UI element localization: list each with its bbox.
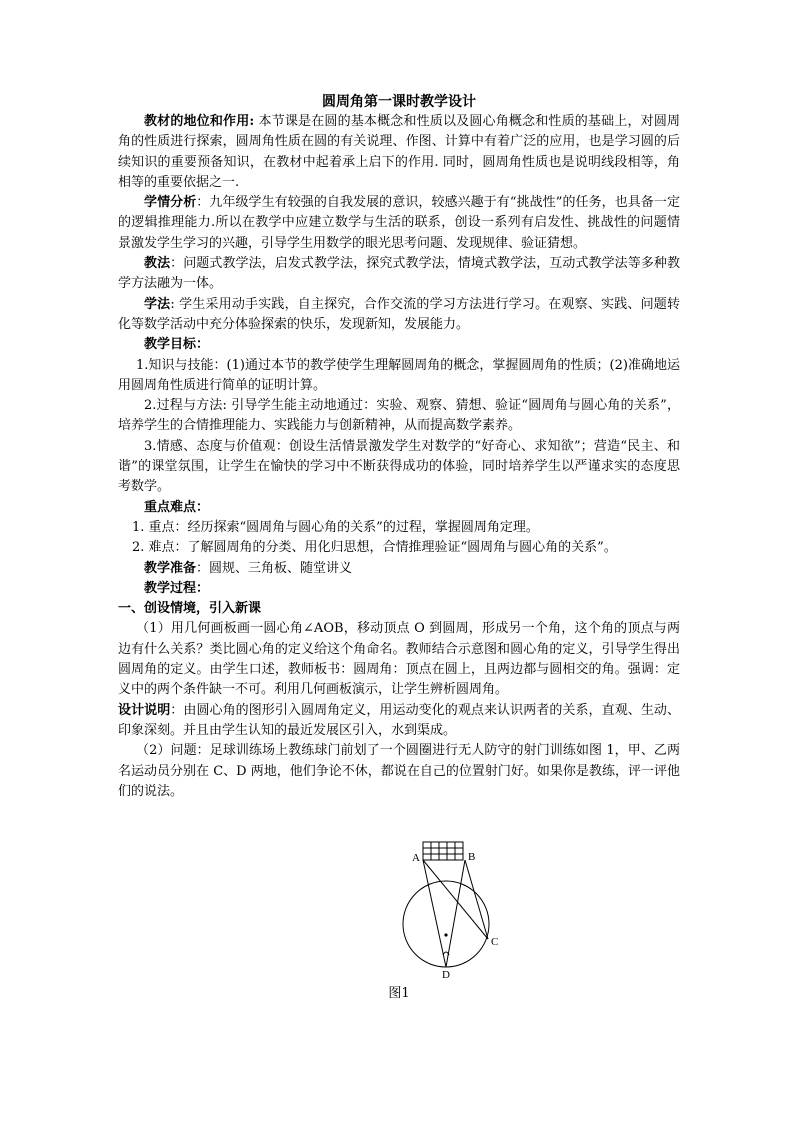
label-teach: 教法 [144, 256, 171, 272]
key-point-2: 2. 难点：了解圆周角的分类、用化归思想，合情推理验证“圆周角与圆心角的关系”。 [132, 540, 617, 556]
chord-ad [423, 860, 446, 967]
center-point [444, 933, 447, 936]
text-learner: ：九年级学生有较强的自我发展的意识，较感兴趣于有“挑战性”的任务，也具备一定的逻辑推理能力.所以在教学中应建立数学与生活的联系，创设一系列有启发性、挑战性的问题情景激发学生学习的兴趣，引导学生用数学的眼光思考问题、发现规律、验证猜想。 [118, 195, 680, 251]
figure-1 [118, 814, 680, 1004]
point-d: D [442, 969, 450, 980]
document-page [118, 92, 680, 1004]
heading-part1: 一、创设情境，引入新课 [118, 601, 262, 617]
chord-ac [423, 860, 488, 939]
paragraph-learner [118, 193, 680, 254]
question-2: （2）问题：足球训练场上教练球门前划了一个圆圈进行无人防守的射门训练如图 1，甲、乙两名运动员分别在 C、D 两地，他们争论不休，都说在自己的位置射门好。如果你是教练，评一评他们的说法。 [118, 743, 680, 799]
document-title: 圆周角第一课时教学设计 [322, 94, 476, 110]
chord-bc [465, 860, 488, 939]
text-teach: ：问题式教学法，启发式教学法，探究式教学法，情境式教学法，互动式教学法等多种教学方法融为一体。 [118, 256, 680, 292]
label-learn: 学法 [144, 296, 171, 312]
label-status: 教材的地位和作用: [144, 114, 255, 129]
paragraph-prep [118, 559, 680, 579]
text-status: 本节课是在圆的基本概念和性质以及圆心角概念和性质的基础上，对圆周角的性质进行探索，圆周角性质在圆的有关说理、作图、计算中有着广泛的应用，也是学习圆的后续知识的重要预备知识，在教材中起着承上启下的作用. 同时，圆周角性质也是说明线段相等，角相等的重要依据之一. [118, 114, 680, 190]
goal-1: 1.知识与技能：(1)通过本节的教学使学生理解圆周角的概念，掌握圆周角的性质；(2)准确地运用圆周角性质进行简单的证明计算。 [118, 357, 680, 393]
point-b: B [468, 851, 476, 864]
chord-bd [446, 860, 465, 967]
goal-3: 3.情感、态度与价值观：创设生活情景激发学生对数学的“好奇心、求知欲”；营造“民主、和谐”的课堂氛围，让学生在愉快的学习中不断获得成功的体验，同时培养学生以严谨求实的态度思考数学。 [118, 438, 680, 495]
question-1: （1）用几何画板画一圆心角∠AOB，移动顶点 O 到圆周，形成另一个角，这个角的顶点与两边有什么关系？类比圆心角的定义给这个角命名。教师结合示意图和圆心角的定义，引导学生得出圆周角的定义。由学生口述，教师板书：圆周角：顶点在圆上，且两边都与圆相交的角。强调：定义中的两个条件缺一不可。利用几何画板演示，让学生辨析圆周角。 [118, 621, 680, 698]
key-point-1: 1. 重点：经历探索“圆周角与圆心角的关系”的过程，掌握圆周角定理。 [132, 519, 539, 535]
text-design: ：由圆心角的图形引入圆周角定义，用运动变化的观点来认识两者的关系，直观、生动、印象深刻。并且由学生认知的最近发展区引入，水到渠成。 [118, 702, 680, 738]
goal-2: 2.过程与方法: 引导学生能主动地通过：实验、观察、猜想、验证“圆周角与圆心角的关系”，培养学生的合情推理能力、实践能力与创新精神，从而提高数学素养。 [118, 398, 680, 434]
text-learn: : 学生采用动手实践，自主探究，合作交流的学习方法进行学习。在观察、实践、问题转化等数学活动中充分体验探索的快乐，发现新知，发展能力。 [118, 296, 680, 332]
label-learner: 学情分析 [144, 195, 197, 211]
goal-net [423, 842, 463, 860]
paragraph-teach [118, 254, 680, 295]
circle-diagram [402, 814, 512, 979]
point-a: A [412, 852, 420, 865]
label-prep: 教学准备 [144, 560, 197, 576]
figure-caption: 图1 [388, 986, 410, 1002]
paragraph-status [118, 112, 680, 193]
heading-key-points: 重点难点： [144, 499, 210, 515]
point-c: C [491, 936, 499, 949]
label-design: 设计说明 [118, 702, 171, 718]
text-prep: ：圆规、三角板、随堂讲义 [196, 560, 353, 576]
paragraph-design [118, 701, 680, 742]
heading-process: 教学过程： [144, 580, 210, 596]
heading-goals: 教学目标： [144, 337, 210, 353]
paragraph-learn [118, 295, 680, 336]
